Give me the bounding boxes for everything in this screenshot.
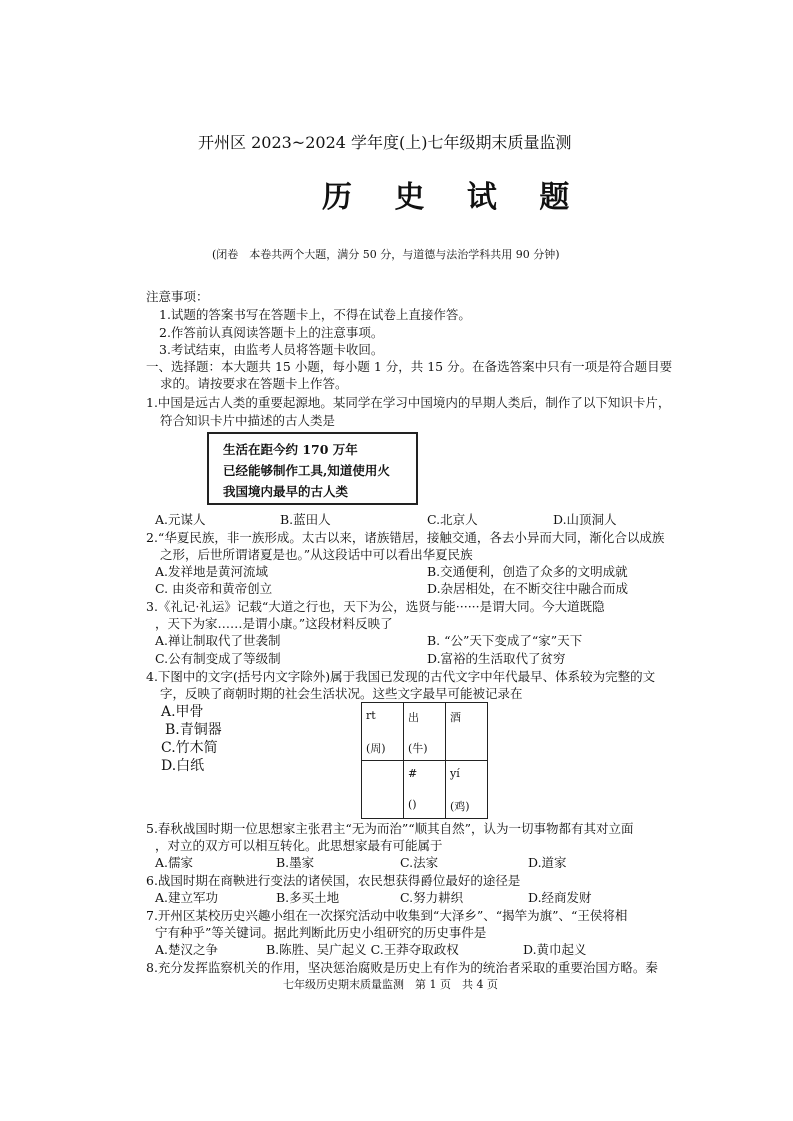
character-note: (周) (366, 742, 386, 755)
option-a: A.楚汉之争 (155, 942, 219, 957)
option-b: B.青铜器 (165, 722, 222, 738)
question-3-stem-cont: ，天下为家……是谓小康。”这段材料反映了 (155, 616, 393, 631)
question-2-stem: 2.“华夏民族，非一族形成。太古以来，诸族错居，接触交通，各去小异而大同，渐化合以成族 (146, 530, 665, 545)
option-c: C. 由炎帝和黄帝创立 (155, 581, 273, 596)
table-cell (362, 703, 404, 761)
character-glyph: # (408, 767, 418, 780)
option-d: D.白纸 (161, 758, 205, 774)
oracle-character-table (361, 702, 488, 819)
character-note: () (408, 798, 417, 811)
note-item: 2.作答前认真阅读答题卡上的注意事项。 (159, 325, 384, 340)
question-7-stem: 7.开州区某校历史兴趣小组在一次探究活动中收集到“大泽乡”、“揭竿为旗”、“王侯将相 (146, 908, 628, 923)
option-b: B.交通便利，创造了众多的文明成就 (427, 564, 628, 579)
section-heading-cont: 求的。请按要求在答题卡上作答。 (160, 376, 348, 391)
character-note: (鸡) (450, 800, 470, 813)
option-d: D.道家 (528, 855, 567, 870)
option-d: D.富裕的生活取代了贫穷 (427, 651, 566, 666)
page-footer: 七年级历史期末质量监测 第 1 页 共 4 页 (283, 978, 498, 991)
option-a: A.元谋人 (155, 512, 206, 527)
card-line: 已经能够制作工具,知道使用火 (223, 463, 390, 478)
knowledge-card (207, 432, 418, 505)
page-title: 历 史 试 题 (322, 180, 586, 215)
character-note: (牛) (408, 742, 428, 755)
table-cell (446, 703, 488, 761)
exam-header: 开州区 2023~2024 学年度(上)七年级期末质量监测 (198, 133, 572, 152)
option-b-c: B.陈胜、吴广起义 C.王莽夺取政权 (266, 942, 459, 957)
card-line: 生活在距今约 170 万年 (223, 442, 358, 457)
option-a: A.发祥地是黄河流域 (155, 564, 269, 579)
note-item: 3.考试结束，由监考人员将答题卡收回。 (159, 342, 384, 357)
table-cell (404, 703, 446, 761)
card-line: 我国境内最早的古人类 (223, 484, 349, 499)
option-a: A.儒家 (155, 855, 194, 870)
character-glyph: rt (366, 709, 376, 722)
notes-heading: 注意事项： (146, 289, 209, 304)
option-d: D.经商发财 (528, 890, 592, 905)
option-b: B.墨家 (276, 855, 315, 870)
option-c: C.北京人 (427, 512, 478, 527)
table-cell (404, 761, 446, 819)
option-a: A.禅让制取代了世袭制 (155, 633, 281, 648)
exam-subtitle: (闭卷 本卷共两个大题，满分 50 分，与道德与法治学科共用 90 分钟) (212, 248, 560, 261)
option-b: B.蓝田人 (280, 512, 331, 527)
question-4-stem-cont: 字，反映了商朝时期的社会生活状况。这些文字最早可能被记录在 (160, 686, 523, 701)
option-b: B. “公”天下变成了“家”天下 (427, 633, 583, 648)
character-glyph: yí (450, 767, 460, 780)
question-1-stem: 1.中国是远古人类的重要起源地。某同学在学习中国境内的早期人类后，制作了以下知识卡片， (146, 395, 671, 410)
option-a: A.甲骨 (161, 704, 204, 720)
question-5-stem-cont: ，对立的双方可以相互转化。此思想家最有可能属于 (155, 838, 443, 853)
option-a: A.建立军功 (155, 890, 219, 905)
table-cell (446, 761, 488, 819)
question-8-stem: 8.充分发挥监察机关的作用，坚决惩治腐败是历史上有作为的统治者采取的重要治国方略。秦 (146, 960, 658, 975)
option-c: C.公有制变成了等级制 (155, 651, 281, 666)
option-c: C.竹木简 (161, 740, 218, 756)
question-5-stem: 5.春秋战国时期一位思想家主张君主“无为而治”“顺其自然”，认为一切事物都有其对立面 (146, 821, 634, 836)
table-cell (362, 761, 404, 819)
option-b: B.多买土地 (276, 890, 340, 905)
section-heading: 一、选择题：本大题共 15 小题，每小题 1 分，共 15 分。在备选答案中只有一项是符合题目要 (146, 359, 673, 374)
question-6-stem: 6.战国时期在商鞅进行变法的诸侯国，农民想获得爵位最好的途径是 (146, 873, 521, 888)
character-glyph: 出 (408, 711, 419, 724)
option-d: D.山顶洞人 (553, 512, 617, 527)
option-d: D.黄巾起义 (523, 942, 587, 957)
question-4-stem: 4.下图中的文字(括号内文字除外)属于我国已发现的古代文字中年代最早、体系较为完整的文 (146, 669, 656, 684)
character-glyph: 酒 (450, 711, 461, 724)
question-7-stem-cont: 宁有种乎”等关键词。据此判断此历史小组研究的历史事件是 (155, 925, 487, 940)
option-c: C.法家 (400, 855, 439, 870)
question-1-stem-cont: 符合知识卡片中描述的古人类是 (160, 413, 336, 428)
option-d: D.杂居相处，在不断交往中融合而成 (427, 581, 629, 596)
note-item: 1.试题的答案书写在答题卡上，不得在试卷上直接作答。 (159, 307, 471, 322)
question-2-stem-cont: 之形，后世所谓诸夏是也。”从这段话中可以看出华夏民族 (160, 547, 473, 562)
question-3-stem: 3.《礼记·礼运》记载“大道之行也，天下为公，选贤与能······是谓大同。今大道既隐 (146, 599, 605, 614)
option-c: C.努力耕织 (400, 890, 464, 905)
